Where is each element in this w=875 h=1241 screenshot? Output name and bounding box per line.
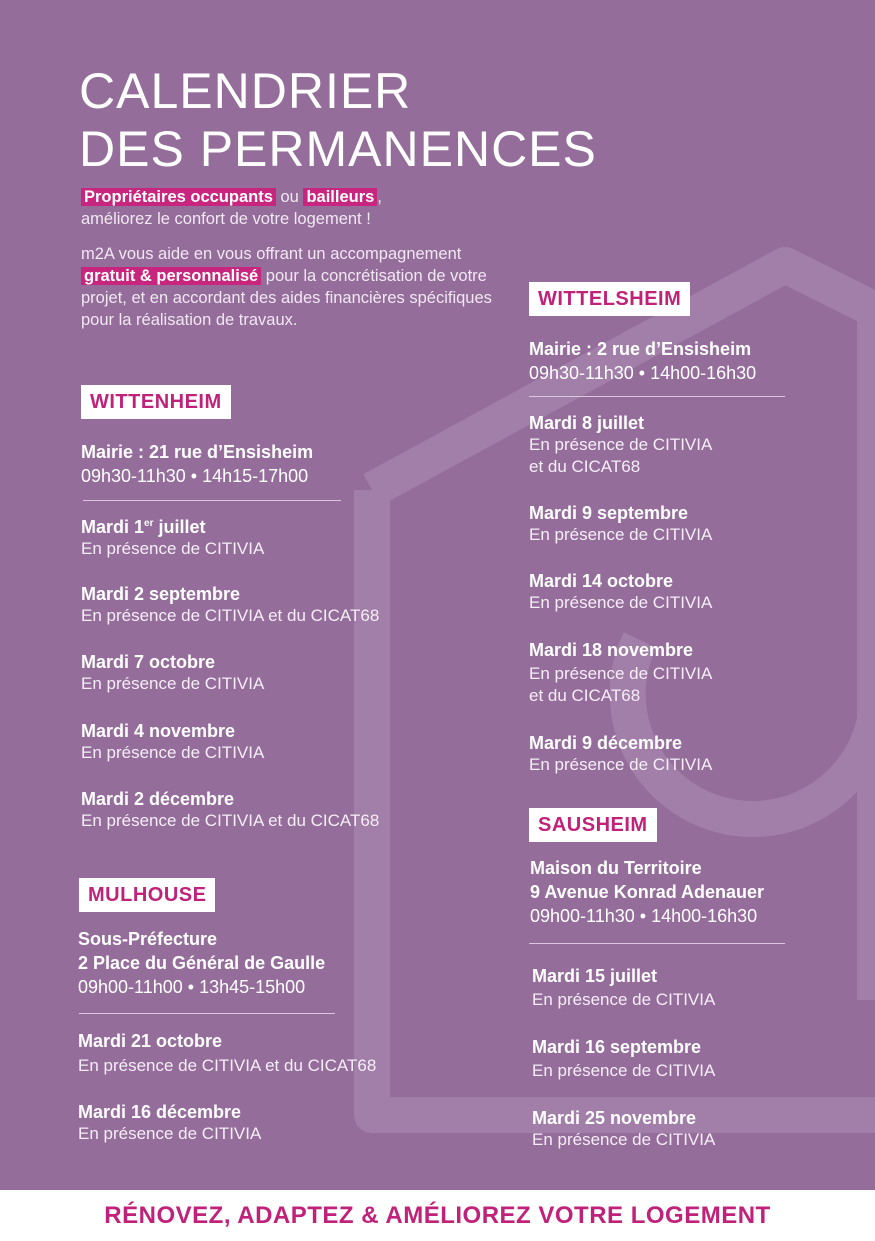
event-note: En présence de CITIVIA — [532, 1130, 716, 1149]
event-wittelsheim-2 — [529, 502, 712, 546]
divider-wittenheim — [83, 500, 341, 501]
city-heading-wittenheim: WITTENHEIM — [81, 385, 231, 419]
divider-sausheim — [529, 943, 785, 944]
event-wittelsheim-3 — [529, 570, 712, 614]
city-heading-mulhouse: MULHOUSE — [79, 878, 215, 912]
place-wittelsheim: Mairie : 2 rue d’Ensisheim — [529, 339, 752, 359]
address-sausheim — [530, 856, 764, 928]
event-sausheim-2 — [532, 1036, 715, 1082]
event-date-suffix: juillet — [153, 517, 206, 537]
event-date: Mardi 8 juillet — [529, 413, 645, 433]
event-date: Mardi 9 décembre — [529, 733, 683, 753]
hours-sausheim: 09h00-11h30 • 14h00-16h30 — [530, 906, 758, 926]
event-wittenheim-2 — [81, 583, 379, 627]
city-heading-sausheim: SAUSHEIM — [529, 808, 657, 842]
event-date: Mardi 4 novembre — [81, 721, 236, 741]
event-note: En présence de CITIVIA — [529, 525, 713, 544]
event-sausheim-1 — [532, 965, 715, 1011]
event-note: En présence de CITIVIA et du CICAT68 — [78, 1056, 377, 1075]
highlight-owners: Propriétaires occupants — [81, 188, 276, 206]
event-wittelsheim-1 — [529, 412, 712, 478]
place-sausheim-2: 9 Avenue Konrad Adenauer — [530, 882, 765, 902]
address-mulhouse — [78, 927, 325, 999]
intro-text — [81, 186, 501, 331]
event-note: En présence de CITIVIA — [532, 1061, 716, 1080]
divider-mulhouse — [79, 1013, 335, 1014]
event-wittenheim-4 — [81, 720, 264, 764]
event-mulhouse-1 — [78, 1030, 376, 1077]
place-wittenheim: Mairie : 21 rue d’Ensisheim — [81, 442, 314, 462]
event-note: En présence de CITIVIA — [529, 755, 713, 774]
event-note: En présence de CITIVIA — [81, 674, 265, 693]
event-mulhouse-2 — [78, 1101, 261, 1145]
event-date: Mardi 2 septembre — [81, 584, 241, 604]
event-date: Mardi 9 septembre — [529, 503, 689, 523]
footer-slogan: RÉNOVEZ, ADAPTEZ & AMÉLIOREZ VOTRE LOGEMENT — [0, 1190, 875, 1241]
intro-paragraph-2 — [81, 243, 501, 331]
event-date: Mardi 16 septembre — [532, 1037, 702, 1057]
intro-p2-end: pour la concrétisation de votre projet, et en accordant des aides financières spécifiques pour la réalisation de travaux. — [81, 267, 492, 329]
event-note: En présence de CITIVIA et du CICAT68 — [81, 811, 380, 830]
event-note: En présence de CITIVIA — [78, 1124, 262, 1143]
event-note: En présence de CITIVIA et du CICAT68 — [81, 606, 380, 625]
event-note: En présence de CITIVIA — [81, 539, 265, 558]
event-wittenheim-1 — [81, 516, 264, 560]
title-line-2: DES PERMANENCES — [79, 121, 597, 177]
event-date: Mardi 15 juillet — [532, 966, 658, 986]
event-note: En présence de CITIVIA — [532, 990, 716, 1009]
city-heading-wittelsheim: WITTELSHEIM — [529, 282, 690, 316]
intro-paragraph-1 — [81, 186, 501, 230]
event-date: Mardi 25 novembre — [532, 1108, 697, 1128]
place-sausheim-1: Maison du Territoire — [530, 858, 702, 878]
event-date: Mardi 16 décembre — [78, 1102, 242, 1122]
event-date-sup: er — [144, 518, 154, 529]
event-note: En présence de CITIVIA — [81, 743, 265, 762]
event-sausheim-3 — [532, 1107, 715, 1151]
hours-mulhouse: 09h00-11h00 • 13h45-15h00 — [78, 977, 306, 997]
event-date: Mardi 2 décembre — [81, 789, 235, 809]
page-title — [79, 62, 597, 178]
event-note: En présence de CITIVIA — [529, 664, 713, 683]
hours-wittenheim: 09h30-11h30 • 14h15-17h00 — [81, 466, 309, 486]
intro-comma: , — [377, 188, 382, 206]
highlight-landlords: bailleurs — [303, 188, 377, 206]
event-date: Mardi 14 octobre — [529, 571, 674, 591]
event-date — [81, 516, 264, 538]
event-note: En présence de CITIVIA — [529, 593, 713, 612]
hours-wittelsheim: 09h30-11h30 • 14h00-16h30 — [529, 363, 757, 383]
event-note-2: et du CICAT68 — [529, 686, 641, 705]
place-mulhouse-1: Sous-Préfecture — [78, 929, 218, 949]
intro-p2-start: m2A vous aide en vous offrant un accompagnement — [81, 245, 462, 263]
event-date-prefix: Mardi 1 — [81, 517, 145, 537]
event-wittelsheim-4 — [529, 639, 712, 707]
event-wittenheim-3 — [81, 651, 264, 695]
event-note: En présence de CITIVIA — [529, 435, 713, 454]
event-date: Mardi 18 novembre — [529, 640, 694, 660]
intro-or: ou — [275, 188, 304, 206]
event-wittelsheim-5 — [529, 732, 712, 776]
event-date: Mardi 21 octobre — [78, 1031, 223, 1051]
title-line-1: CALENDRIER — [79, 63, 412, 119]
divider-wittelsheim — [529, 396, 785, 397]
address-wittenheim — [81, 440, 313, 488]
place-mulhouse-2: 2 Place du Général de Gaulle — [78, 953, 326, 973]
event-note-2: et du CICAT68 — [529, 457, 641, 476]
intro-line-2: améliorez le confort de votre logement ! — [81, 210, 371, 228]
event-wittenheim-5 — [81, 788, 379, 832]
highlight-free: gratuit & personnalisé — [81, 267, 261, 285]
event-date: Mardi 7 octobre — [81, 652, 216, 672]
address-wittelsheim — [529, 337, 756, 385]
